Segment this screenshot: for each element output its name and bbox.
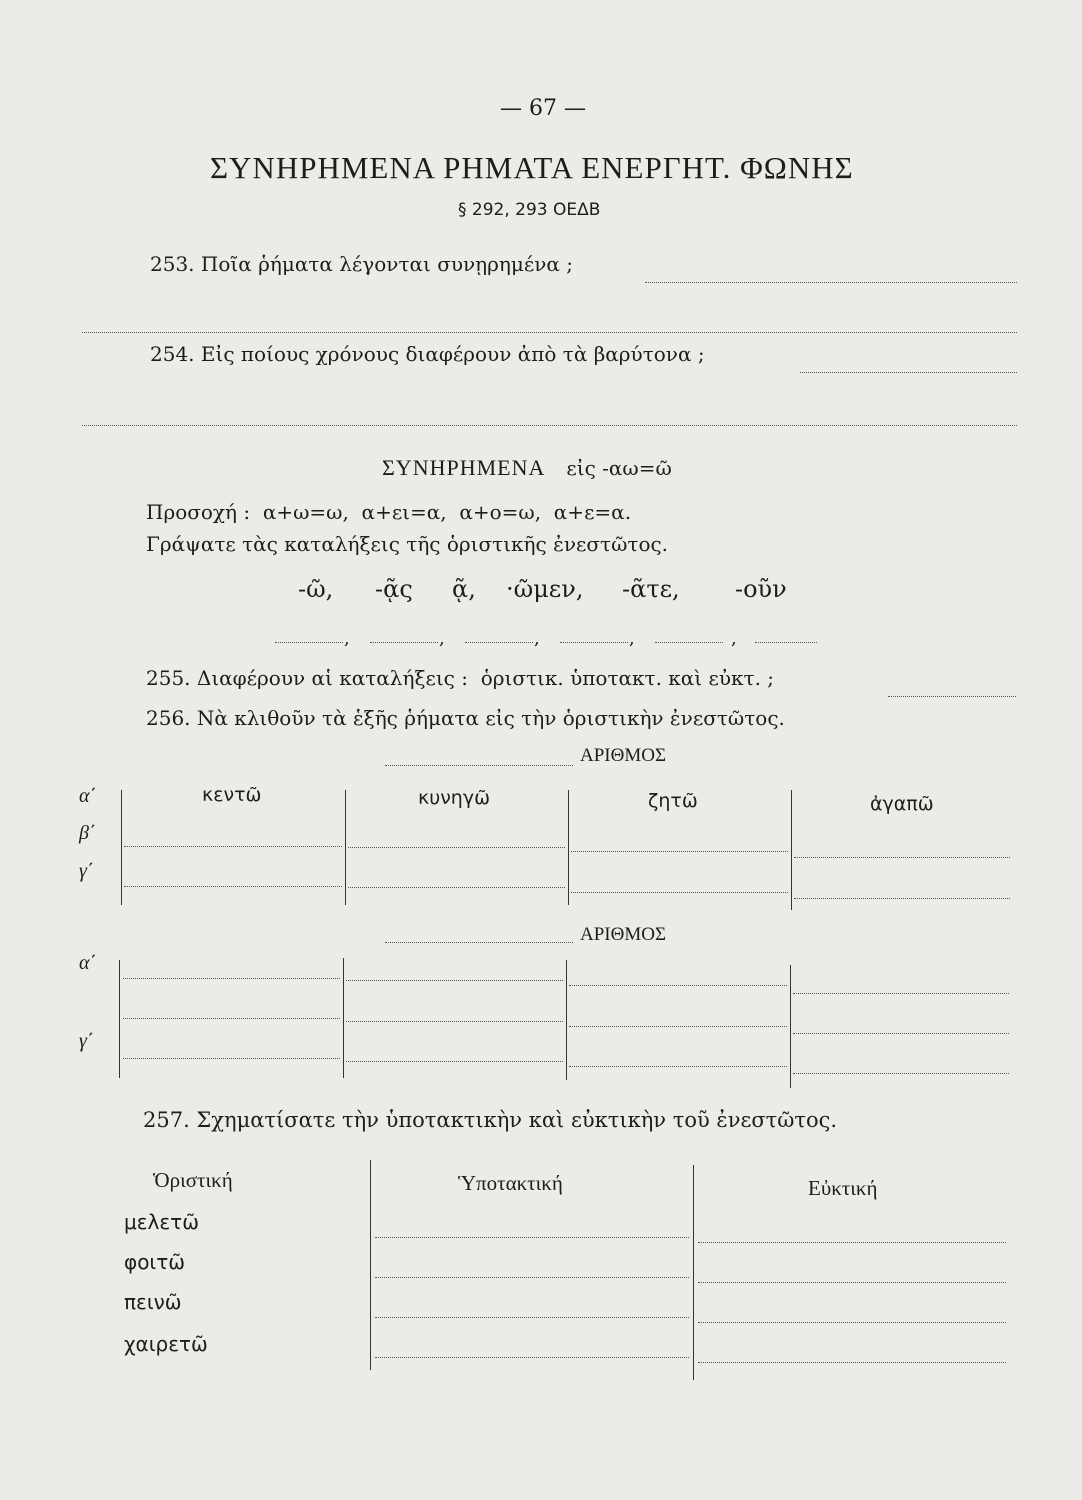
answer-cell[interactable] [375, 1357, 689, 1358]
answer-cell[interactable] [346, 1061, 563, 1062]
answer-cell[interactable] [569, 1026, 787, 1027]
ending: ᾷ, [452, 575, 476, 603]
column-divider [345, 790, 346, 905]
number-label: ΑΡΙΘΜΟΣ [580, 745, 667, 766]
answer-line[interactable] [645, 282, 1017, 283]
column-divider [791, 790, 792, 910]
blank-comma: , [344, 628, 350, 649]
blank[interactable] [655, 642, 723, 643]
answer-cell[interactable] [346, 980, 563, 981]
page-title: ΣΥΝΗΡΗΜΕΝΑ ΡΗΜΑΤΑ ΕΝΕΡΓΗΤ. ΦΩΝΗΣ [210, 150, 854, 185]
column-divider [121, 790, 122, 905]
answer-cell[interactable] [375, 1277, 689, 1278]
column-header: Ὑποτακτική [458, 1171, 563, 1195]
column-divider [119, 960, 120, 1078]
answer-cell[interactable] [698, 1362, 1006, 1363]
verb-header: ἀγαπῶ [870, 793, 934, 815]
section-heading [382, 455, 672, 481]
verb-label: μελετῶ [124, 1210, 199, 1234]
answer-cell[interactable] [793, 993, 1009, 994]
blank[interactable] [560, 642, 628, 643]
column-divider [790, 965, 791, 1088]
answer-cell[interactable] [346, 1021, 563, 1022]
answer-line[interactable] [800, 372, 1017, 373]
row-label: γ΄ [79, 860, 94, 882]
blank[interactable] [275, 642, 343, 643]
ending: -ᾶτε, [622, 575, 680, 603]
answer-cell[interactable] [348, 887, 565, 888]
blank-comma: , [629, 628, 635, 649]
verb-label: πεινῶ [124, 1290, 182, 1314]
question-254: 254. Εἰς ποίους χρόνους διαφέρουν ἀπὸ τὰ βαρύτονα ; [150, 342, 705, 366]
question-253: 253. Ποῖα ῥήματα λέγονται συνῃρημένα ; [150, 252, 574, 276]
question-257: 257. Σχηματίσατε τὴν ὑποτακτικὴν καὶ εὐκτικὴν τοῦ ἐνεστῶτος. [143, 1108, 838, 1132]
blank-comma: , [439, 628, 445, 649]
blank[interactable] [370, 642, 438, 643]
blank[interactable] [755, 642, 817, 643]
row-label: α΄ [79, 785, 97, 807]
answer-cell[interactable] [348, 847, 565, 848]
row-label: β΄ [79, 822, 96, 844]
answer-cell[interactable] [794, 857, 1010, 858]
row-label: α΄ [79, 952, 97, 974]
answer-cell[interactable] [793, 1073, 1009, 1074]
ending: -ῶ, [298, 575, 334, 603]
row-label: γ΄ [79, 1030, 94, 1052]
ending: ·ῶμεν, [506, 575, 584, 603]
answer-cell[interactable] [698, 1322, 1006, 1323]
question-255: 255. Διαφέρουν αἱ καταλήξεις : ὁριστικ. ὑποτακτ. καὶ εὐκτ. ; [146, 666, 775, 690]
answer-cell[interactable] [123, 1018, 340, 1019]
question-256: 256. Νὰ κλιθοῦν τὰ ἑξῆς ῥήματα εἰς τὴν ὁριστικὴν ἐνεστῶτος. [146, 706, 785, 730]
answer-cell[interactable] [571, 892, 788, 893]
page-number: — 67 — [500, 96, 586, 121]
column-divider [343, 958, 344, 1078]
verb-header: κυνηγῶ [418, 787, 491, 809]
number-label: ΑΡΙΘΜΟΣ [580, 924, 667, 945]
reference: § 292, 293 ΟΕΔΒ [458, 200, 601, 220]
column-divider [370, 1160, 371, 1370]
answer-cell[interactable] [698, 1242, 1006, 1243]
answer-cell[interactable] [123, 978, 340, 979]
answer-cell[interactable] [794, 898, 1010, 899]
blank-comma: , [534, 628, 540, 649]
ending: -οῦν [735, 575, 787, 603]
blank[interactable] [465, 642, 533, 643]
answer-cell[interactable] [375, 1317, 689, 1318]
section-heading-main: ΣΥΝΗΡΗΜΕΝΑ [382, 455, 546, 480]
answer-cell[interactable] [124, 846, 342, 847]
column-divider [568, 790, 569, 905]
verb-label: φοιτῶ [124, 1250, 185, 1274]
verb-label: χαιρετῶ [124, 1332, 208, 1356]
instruction: Γράψατε τὰς καταλήξεις τῆς ὁριστικῆς ἐνεστῶτος. [146, 532, 669, 556]
column-header: Ὁριστική [153, 1168, 233, 1192]
column-header: Εὐκτική [808, 1176, 878, 1200]
section-heading-suffix: εἰς -αω=ῶ [566, 456, 672, 480]
ending: -ᾷς [375, 575, 413, 603]
answer-cell[interactable] [571, 851, 788, 852]
blank-comma: , [731, 628, 737, 649]
answer-cell[interactable] [124, 886, 342, 887]
attention-note: Προσοχή : α+ω=ω, α+ει=α, α+ο=ω, α+ε=α. [146, 500, 632, 524]
verb-header: κεντῶ [202, 784, 262, 806]
answer-line[interactable] [82, 425, 1017, 426]
verb-header: ζητῶ [648, 790, 698, 812]
answer-cell[interactable] [569, 1066, 787, 1067]
answer-line[interactable] [888, 696, 1016, 697]
column-divider [693, 1165, 694, 1380]
answer-cell[interactable] [569, 985, 787, 986]
number-blank[interactable] [385, 942, 573, 943]
answer-line[interactable] [82, 332, 1017, 333]
number-blank[interactable] [385, 765, 573, 766]
answer-cell[interactable] [793, 1033, 1009, 1034]
column-divider [566, 960, 567, 1080]
answer-cell[interactable] [123, 1058, 340, 1059]
answer-cell[interactable] [375, 1237, 689, 1238]
answer-cell[interactable] [698, 1282, 1006, 1283]
